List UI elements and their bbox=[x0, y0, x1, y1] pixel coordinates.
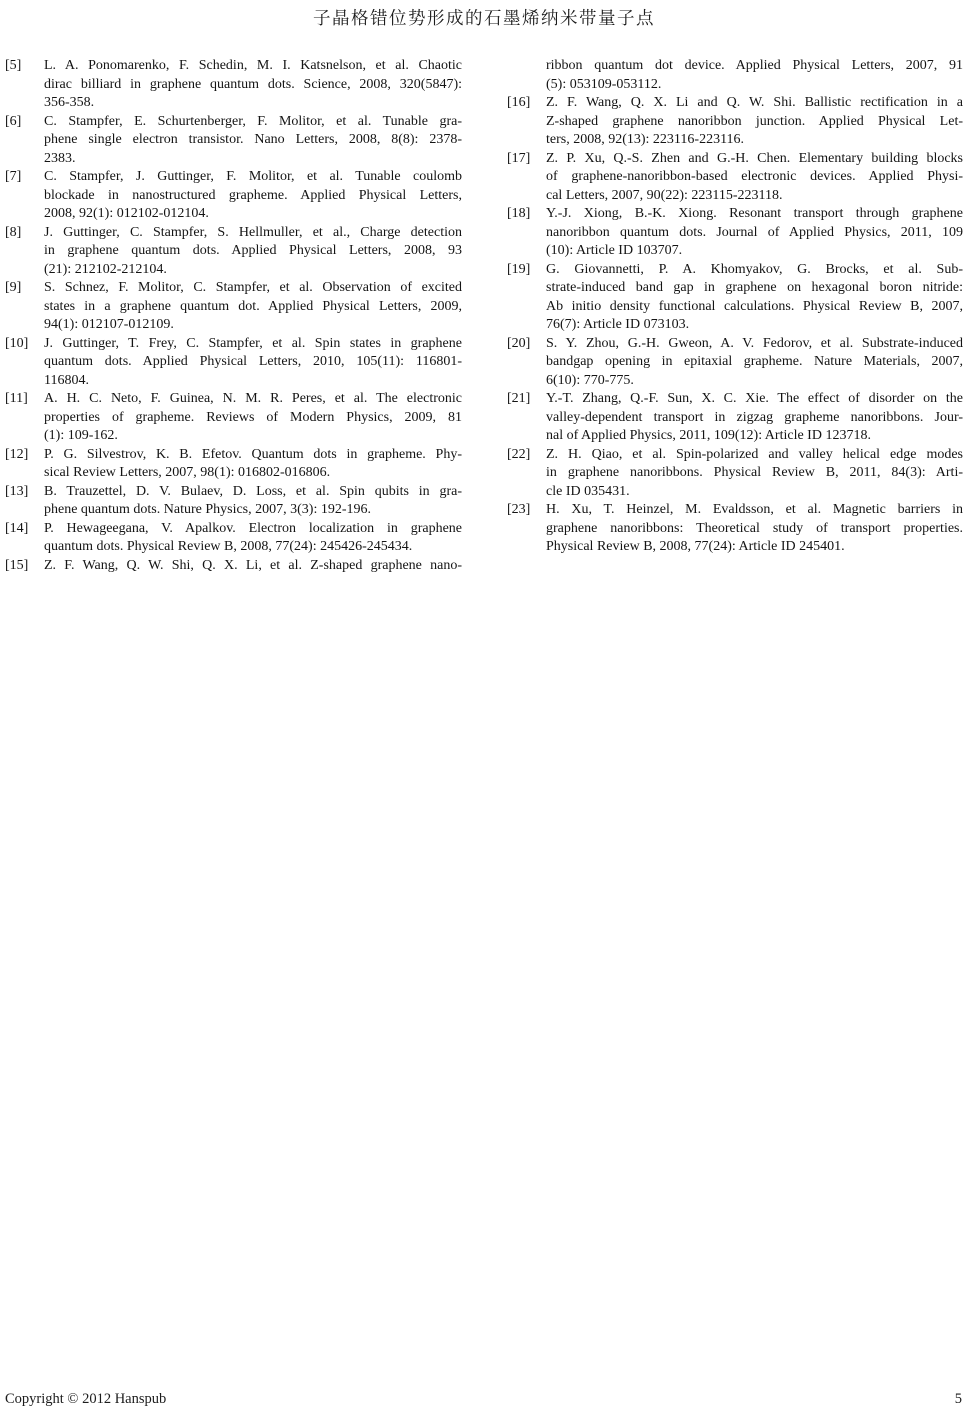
reference-item bbox=[507, 94, 963, 150]
reference-number: [16] bbox=[507, 95, 531, 110]
reference-line: (10): Article ID 103707. bbox=[546, 243, 683, 258]
reference-item bbox=[5, 57, 462, 113]
references-column-left bbox=[5, 57, 462, 575]
reference-line: quantum dots. Physical Review B, 2008, 77(24): 245426-245434. bbox=[44, 539, 413, 554]
reference-line: J. Guttinger, T. Frey, C. Stampfer, et al. Spin states in graphene bbox=[44, 335, 462, 351]
reference-line: 6(10): 770-775. bbox=[546, 372, 634, 388]
reference-number: [14] bbox=[5, 520, 29, 536]
reference-line: quantum dots. Applied Physical Letters, 2010, 105(11): 116801- bbox=[44, 354, 462, 369]
reference-number: [18] bbox=[507, 206, 531, 221]
reference-line: nanoribbon quantum dots. Journal of Applied Physics, 2011, 109 bbox=[546, 224, 963, 240]
reference-line: cle ID 035431. bbox=[546, 483, 630, 499]
reference-line: properties of grapheme. Reviews of Modern Physics, 2009, 81 bbox=[44, 409, 462, 425]
reference-number: [9] bbox=[5, 280, 22, 295]
reference-number: [6] bbox=[5, 113, 22, 129]
reference-number: [7] bbox=[5, 169, 22, 184]
reference-line: Z. H. Qiao, et al. Spin-polarized and valley helical edge modes bbox=[546, 446, 963, 462]
reference-item bbox=[5, 483, 462, 520]
reference-number: [19] bbox=[507, 261, 531, 277]
reference-line: (21): 212102-212104. bbox=[44, 261, 167, 277]
reference-item bbox=[507, 57, 963, 94]
reference-line: 356-358. bbox=[44, 95, 95, 110]
reference-line: bandgap opening in epitaxial grapheme. Nature Materials, 2007, bbox=[546, 354, 963, 369]
reference-line: phene single electron transistor. Nano Letters, 2008, 8(8): 2378- bbox=[44, 132, 462, 147]
reference-line: 116804. bbox=[44, 372, 89, 388]
reference-line: B. Trauzettel, D. V. Bulaev, D. Loss, et al. Spin qubits in gra- bbox=[44, 483, 462, 499]
reference-line: strate-induced band gap in graphene on hexagonal boron nitride: bbox=[546, 280, 963, 295]
reference-line: ribbon quantum dot device. Applied Physical Letters, 2007, 91 bbox=[546, 58, 963, 73]
reference-line: blockade in nanostructured grapheme. Applied Physical Letters, bbox=[44, 187, 462, 203]
reference-line: 94(1): 012107-012109. bbox=[44, 317, 174, 332]
reference-number: [13] bbox=[5, 483, 29, 499]
references-section bbox=[5, 57, 963, 575]
reference-item bbox=[5, 279, 462, 335]
reference-item bbox=[5, 168, 462, 224]
reference-line: Physical Review B, 2008, 77(24): Article ID 245401. bbox=[546, 539, 845, 554]
reference-line: P. Hewageegana, V. Apalkov. Electron localization in graphene bbox=[44, 520, 462, 536]
reference-line: (1): 109-162. bbox=[44, 428, 118, 443]
reference-line: J. Guttinger, C. Stampfer, S. Hellmuller, et al., Charge detection bbox=[44, 224, 462, 240]
reference-item bbox=[507, 261, 963, 335]
reference-line: Y.-T. Zhang, Q.-F. Sun, X. C. Xie. The effect of disorder on the bbox=[546, 391, 963, 406]
reference-number: [22] bbox=[507, 446, 531, 462]
reference-line: 76(7): Article ID 073103. bbox=[546, 317, 690, 332]
reference-item bbox=[507, 205, 963, 261]
references-column-right bbox=[507, 57, 963, 575]
reference-item bbox=[5, 113, 462, 169]
reference-number: [10] bbox=[5, 335, 29, 351]
reference-line: Ab initio density functional calculations. Physical Review B, 2007, bbox=[546, 298, 963, 314]
reference-number: [8] bbox=[5, 224, 22, 240]
reference-line: dirac billiard in graphene quantum dots. Science, 2008, 320(5847): bbox=[44, 76, 462, 92]
reference-line: valley-dependent transport in zigzag grapheme nanoribbons. Jour- bbox=[546, 409, 963, 425]
reference-item bbox=[5, 520, 462, 557]
reference-item bbox=[507, 501, 963, 557]
reference-line: C. Stampfer, J. Guttinger, F. Molitor, et al. Tunable coulomb bbox=[44, 169, 462, 184]
reference-item bbox=[5, 557, 462, 576]
reference-line: Z-shaped graphene nanoribbon junction. Applied Physical Let- bbox=[546, 113, 963, 129]
reference-line: Y.-J. Xiong, B.-K. Xiong. Resonant transport through graphene bbox=[546, 206, 963, 221]
reference-line: S. Schnez, F. Molitor, C. Stampfer, et al. Observation of excited bbox=[44, 280, 462, 295]
reference-number: [21] bbox=[507, 391, 531, 406]
reference-item bbox=[507, 150, 963, 206]
reference-line: graphene nanoribbons: Theoretical study of transport properties. bbox=[546, 520, 963, 536]
copyright-text: Copyright © 2012 Hanspub bbox=[5, 1391, 167, 1407]
reference-line: states in a graphene quantum dot. Applied Physical Letters, 2009, bbox=[44, 298, 462, 314]
reference-item bbox=[5, 224, 462, 280]
reference-line: Z. F. Wang, Q. W. Shi, Q. X. Li, et al. Z-shaped graphene nano- bbox=[44, 557, 462, 573]
reference-item bbox=[5, 446, 462, 483]
page-number: 5 bbox=[954, 1391, 962, 1407]
reference-number: [20] bbox=[507, 335, 531, 351]
reference-item bbox=[5, 335, 462, 391]
reference-line: G. Giovannetti, P. A. Khomyakov, G. Brocks, et al. Sub- bbox=[546, 261, 963, 277]
reference-item bbox=[5, 390, 462, 446]
reference-item bbox=[507, 390, 963, 446]
reference-line: 2383. bbox=[44, 150, 76, 166]
reference-line: Z. F. Wang, Q. X. Li and Q. W. Shi. Ballistic rectification in a bbox=[546, 95, 963, 110]
reference-line: phene quantum dots. Nature Physics, 2007, 3(3): 192-196. bbox=[44, 502, 372, 517]
reference-line: H. Xu, T. Heinzel, M. Evaldsson, et al. Magnetic barriers in bbox=[546, 502, 963, 517]
reference-item bbox=[507, 446, 963, 502]
reference-number: [12] bbox=[5, 446, 29, 462]
reference-line: ters, 2008, 92(13): 223116-223116. bbox=[546, 132, 745, 147]
page-footer bbox=[5, 1391, 962, 1408]
reference-number: [15] bbox=[5, 557, 29, 573]
reference-line: Z. P. Xu, Q.-S. Zhen and G.-H. Chen. Elementary building blocks bbox=[546, 150, 963, 166]
reference-line: sical Review Letters, 2007, 98(1): 016802-016806. bbox=[44, 465, 331, 480]
reference-line: P. G. Silvestrov, K. B. Efetov. Quantum dots in grapheme. Phy- bbox=[44, 446, 462, 462]
reference-number: [17] bbox=[507, 150, 531, 166]
reference-line: of graphene-nanoribbon-based electronic devices. Applied Physi- bbox=[546, 169, 963, 184]
reference-line: C. Stampfer, E. Schurtenberger, F. Molitor, et al. Tunable gra- bbox=[44, 113, 462, 129]
reference-line: in graphene nanoribbons. Physical Review B, 2011, 84(3): Arti- bbox=[546, 465, 963, 480]
reference-line: nal of Applied Physics, 2011, 109(12): Article ID 123718. bbox=[546, 428, 871, 443]
reference-line: 2008, 92(1): 012102-012104. bbox=[44, 206, 209, 221]
reference-number: [5] bbox=[5, 58, 22, 73]
reference-line: in graphene quantum dots. Applied Physical Letters, 2008, 93 bbox=[44, 243, 462, 258]
reference-line: L. A. Ponomarenko, F. Schedin, M. I. Katsnelson, et al. Chaotic bbox=[44, 58, 462, 73]
reference-line: S. Y. Zhou, G.-H. Gweon, A. V. Fedorov, et al. Substrate-induced bbox=[546, 335, 963, 351]
reference-number: [11] bbox=[5, 391, 28, 406]
reference-line: A. H. C. Neto, F. Guinea, N. M. R. Peres, et al. The electronic bbox=[44, 391, 462, 406]
reference-line: (5): 053109-053112. bbox=[546, 76, 662, 92]
reference-item bbox=[507, 335, 963, 391]
page-title: 子晶格错位势形成的石墨烯纳米带量子点 bbox=[313, 8, 655, 28]
reference-line: cal Letters, 2007, 90(22): 223115-223118. bbox=[546, 187, 783, 203]
reference-number: [23] bbox=[507, 502, 531, 517]
